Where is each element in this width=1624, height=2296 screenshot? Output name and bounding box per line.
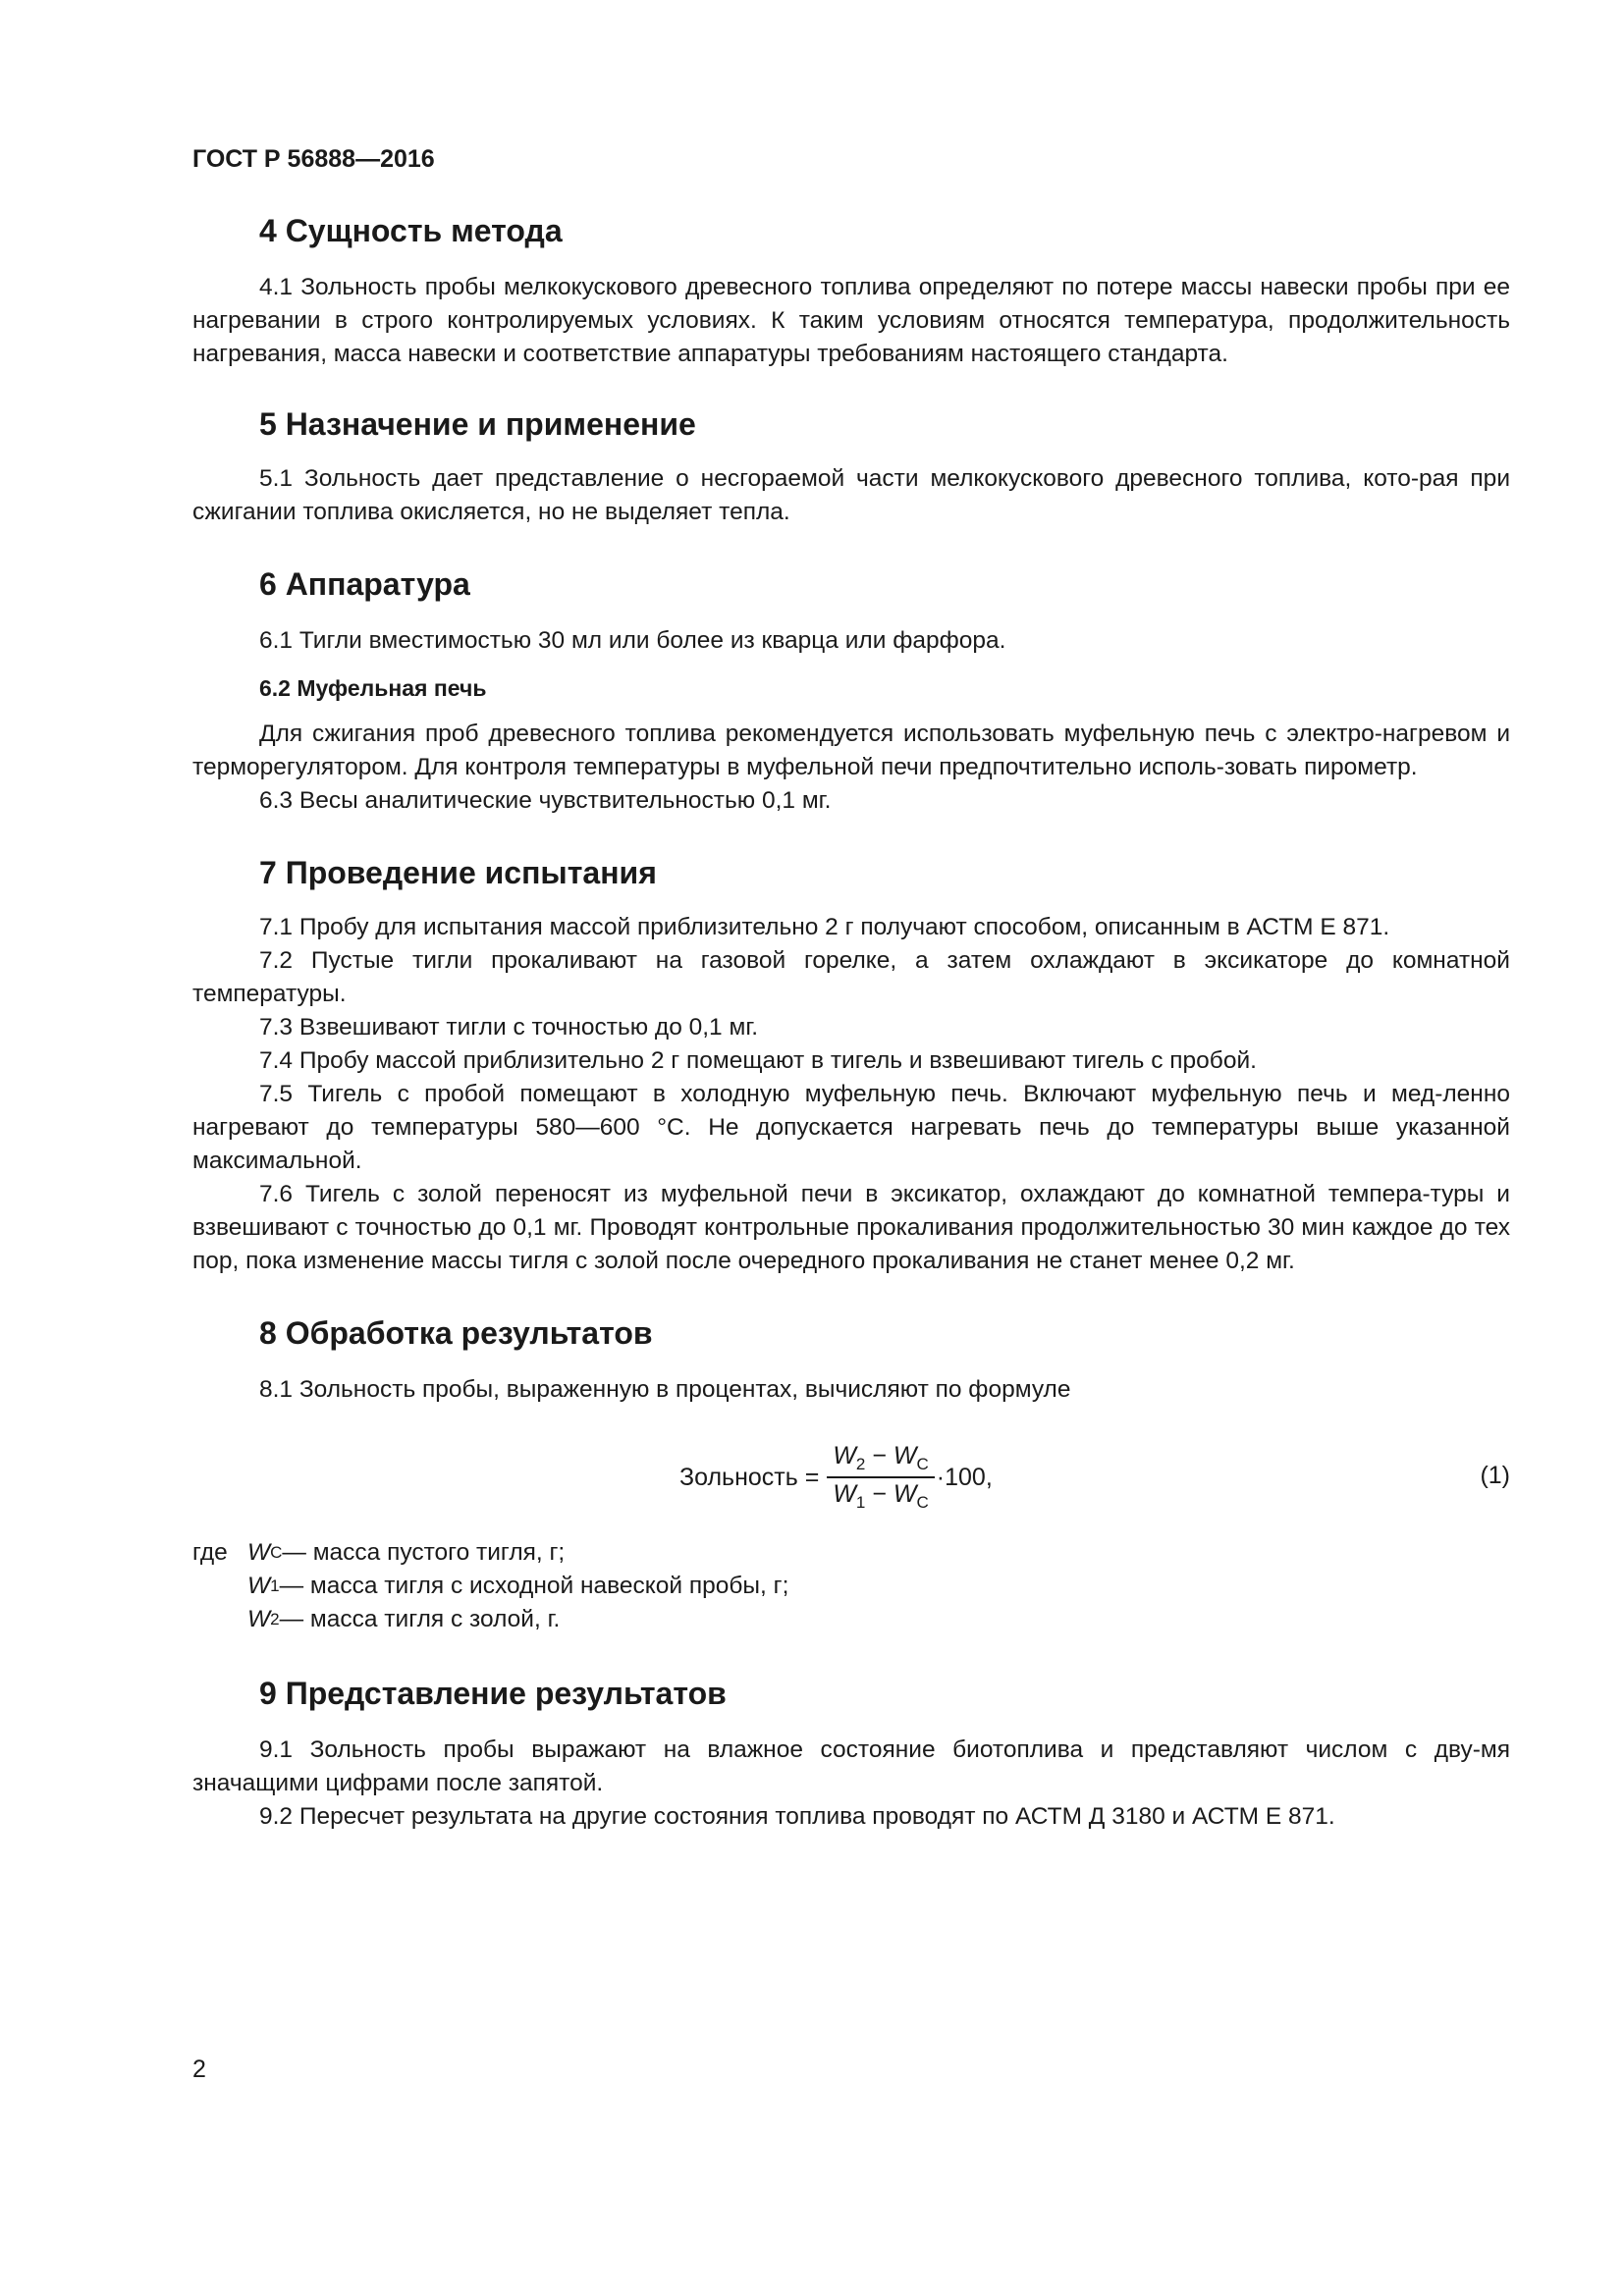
paragraph-6-3: 6.3 Весы аналитические чувствительностью 0,1 мг. [259, 787, 832, 814]
paragraph-6-1: 6.1 Тигли вместимостью 30 мл или более из кварца или фарфора. [259, 627, 1006, 654]
page-number: 2 [192, 2056, 206, 2083]
section-5-title: 5 Назначение и применение [259, 406, 696, 442]
paragraph-7-1: 7.1 Пробу для испытания массой приблизительно 2 г получают способом, описанным в АСТМ Е 871. [259, 914, 1390, 940]
formula-block [192, 1432, 1510, 1522]
paragraph-8-1: 8.1 Зольность пробы, выраженную в процентах, вычисляют по формуле [259, 1376, 1071, 1403]
formula-denominator: $W_1 - W_C$ [833, 1480, 929, 1512]
document-page [192, 145, 1510, 1834]
formula-lhs: Зольность = [679, 1463, 820, 1491]
definition-row: W 2 — масса тигля с золой, г. [247, 1606, 561, 1632]
paragraph-9-2: 9.2 Пересчет результата на другие состояния топлива проводят по АСТМ Д 3180 и АСТМ Е 871. [259, 1803, 1335, 1830]
ash-content-formula [679, 1432, 993, 1522]
paragraph-7-6: 7.6 Тигель с золой переносят из муфельной печи в эксикатор, охлаждают до комнатной темпера-туры и взвешивают с точностью до 0,1 мг. Проводят контрольные прокаливания продолжительностью 30 мин каждое до тех пор, пока изменение массы тигля с золой после очередного прокаливания не станет менее 0,2 мг. [192, 1181, 1510, 1274]
formula-numerator: $W_2 - W_C$ [827, 1442, 934, 1478]
section-7-title: 7 Проведение испытания [259, 855, 657, 890]
paragraph-7-2: 7.2 Пустые тигли прокаливают на газовой горелке, а затем охлаждают в эксикаторе до комнатной температуры. [192, 947, 1510, 1007]
paragraph-7-5: 7.5 Тигель с пробой помещают в холодную муфельную печь. Включают муфельную печь и мед-ленно нагревают до температуры 580—600 °С. Не допускается нагревать печь до температуры выше указанной максимальной. [192, 1081, 1510, 1174]
equation-number: (1) [1480, 1462, 1510, 1489]
section-4-title: 4 Сущность метода [259, 213, 563, 248]
section-9-title: 9 Представление результатов [259, 1676, 727, 1711]
variable-definitions [192, 1536, 1510, 1636]
subsection-6-2-title: 6.2 Муфельная печь [259, 675, 487, 701]
paragraph-7-4: 7.4 Пробу массой приблизительно 2 г помещают в тигель и взвешивают тигель с пробой. [259, 1047, 1257, 1074]
formula-multiplier: ·100, [936, 1463, 993, 1491]
section-6-title: 6 Аппаратура [259, 566, 470, 602]
paragraph-7-3: 7.3 Взвешивают тигли с точностью до 0,1 мг. [259, 1014, 759, 1041]
document-header: ГОСТ Р 56888—2016 [192, 145, 435, 173]
paragraph-5-1: 5.1 Зольность дает представление о несгораемой части мелкокускового древесного топлива, кото-рая при сжигании топлива окисляется, но не выделяет тепла. [192, 465, 1510, 525]
paragraph-9-1: 9.1 Зольность пробы выражают на влажное состояние биотоплива и представляют числом с дву-мя значащими цифрами после запятой. [192, 1736, 1510, 1796]
definition-row: где W C — масса пустого тигля, г; [192, 1539, 566, 1566]
section-8-title: 8 Обработка результатов [259, 1315, 653, 1351]
paragraph-6-2: Для сжигания проб древесного топлива рекомендуется использовать муфельную печь с электро-нагревом и терморегулятором. Для контроля температуры в муфельной печи предпочтительно исполь-зовать пирометр. [192, 721, 1510, 780]
paragraph-4-1: 4.1 Зольность пробы мелкокускового древесного топлива определяют по потере массы навески пробы при ее нагревании в строго контролируемых условиях. К таким условиям относятся температура, продолжительность нагревания, масса навески и соответствие аппаратуры требованиям настоящего стандарта. [192, 274, 1510, 367]
definition-row: W 1 — масса тигля с исходной навеской пробы, г; [247, 1573, 789, 1599]
formula-fraction [827, 1442, 934, 1513]
